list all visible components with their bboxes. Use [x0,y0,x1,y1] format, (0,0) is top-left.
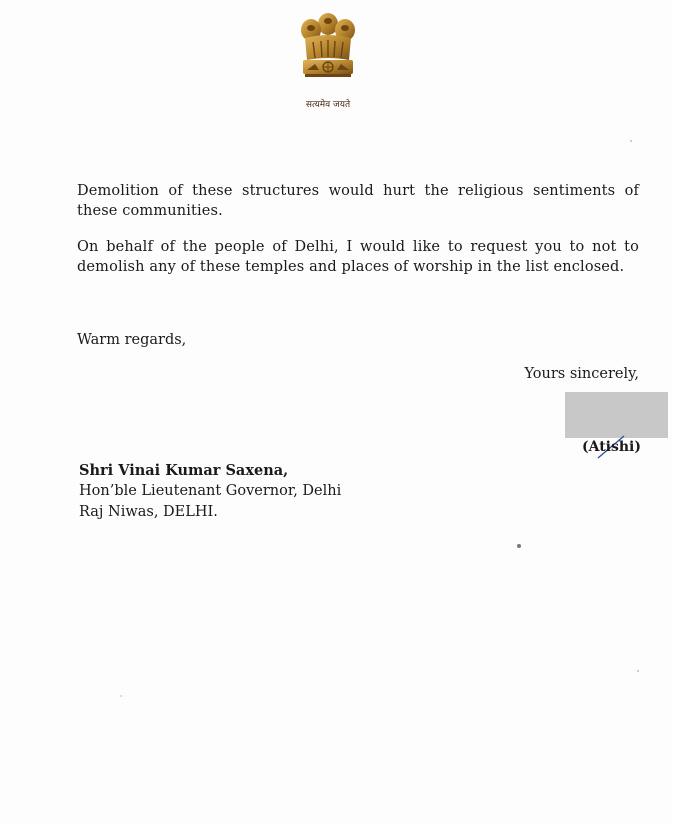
signatory-name: (Atishi) [581,439,641,455]
scan-speck [517,544,521,548]
redacted-signature-block [565,392,668,438]
addressee-title: Hon’ble Lieutenant Governor, Delhi [79,483,342,499]
addressee-name: Shri Vinai Kumar Saxena, [79,462,289,479]
scan-speck [637,670,639,672]
scan-speck [120,695,122,697]
closing-sincerely: Yours sincerely, [524,366,639,382]
body-paragraph-2: On behalf of the people of Delhi, I would like to request you to not to demolish any of these temples and places of worship in the list enclosed. [77,239,639,275]
national-emblem-icon [293,8,363,98]
addressee-block [79,460,341,523]
addressee-address: Raj Niwas, DELHI. [79,504,218,520]
body-paragraph-1: Demolition of these structures would hurt the religious sentiments of these communities. [77,183,639,219]
scan-speck [630,140,632,142]
national-motto: सत्यमेव जयते [305,100,351,110]
closing-regards: Warm regards, [77,332,187,348]
